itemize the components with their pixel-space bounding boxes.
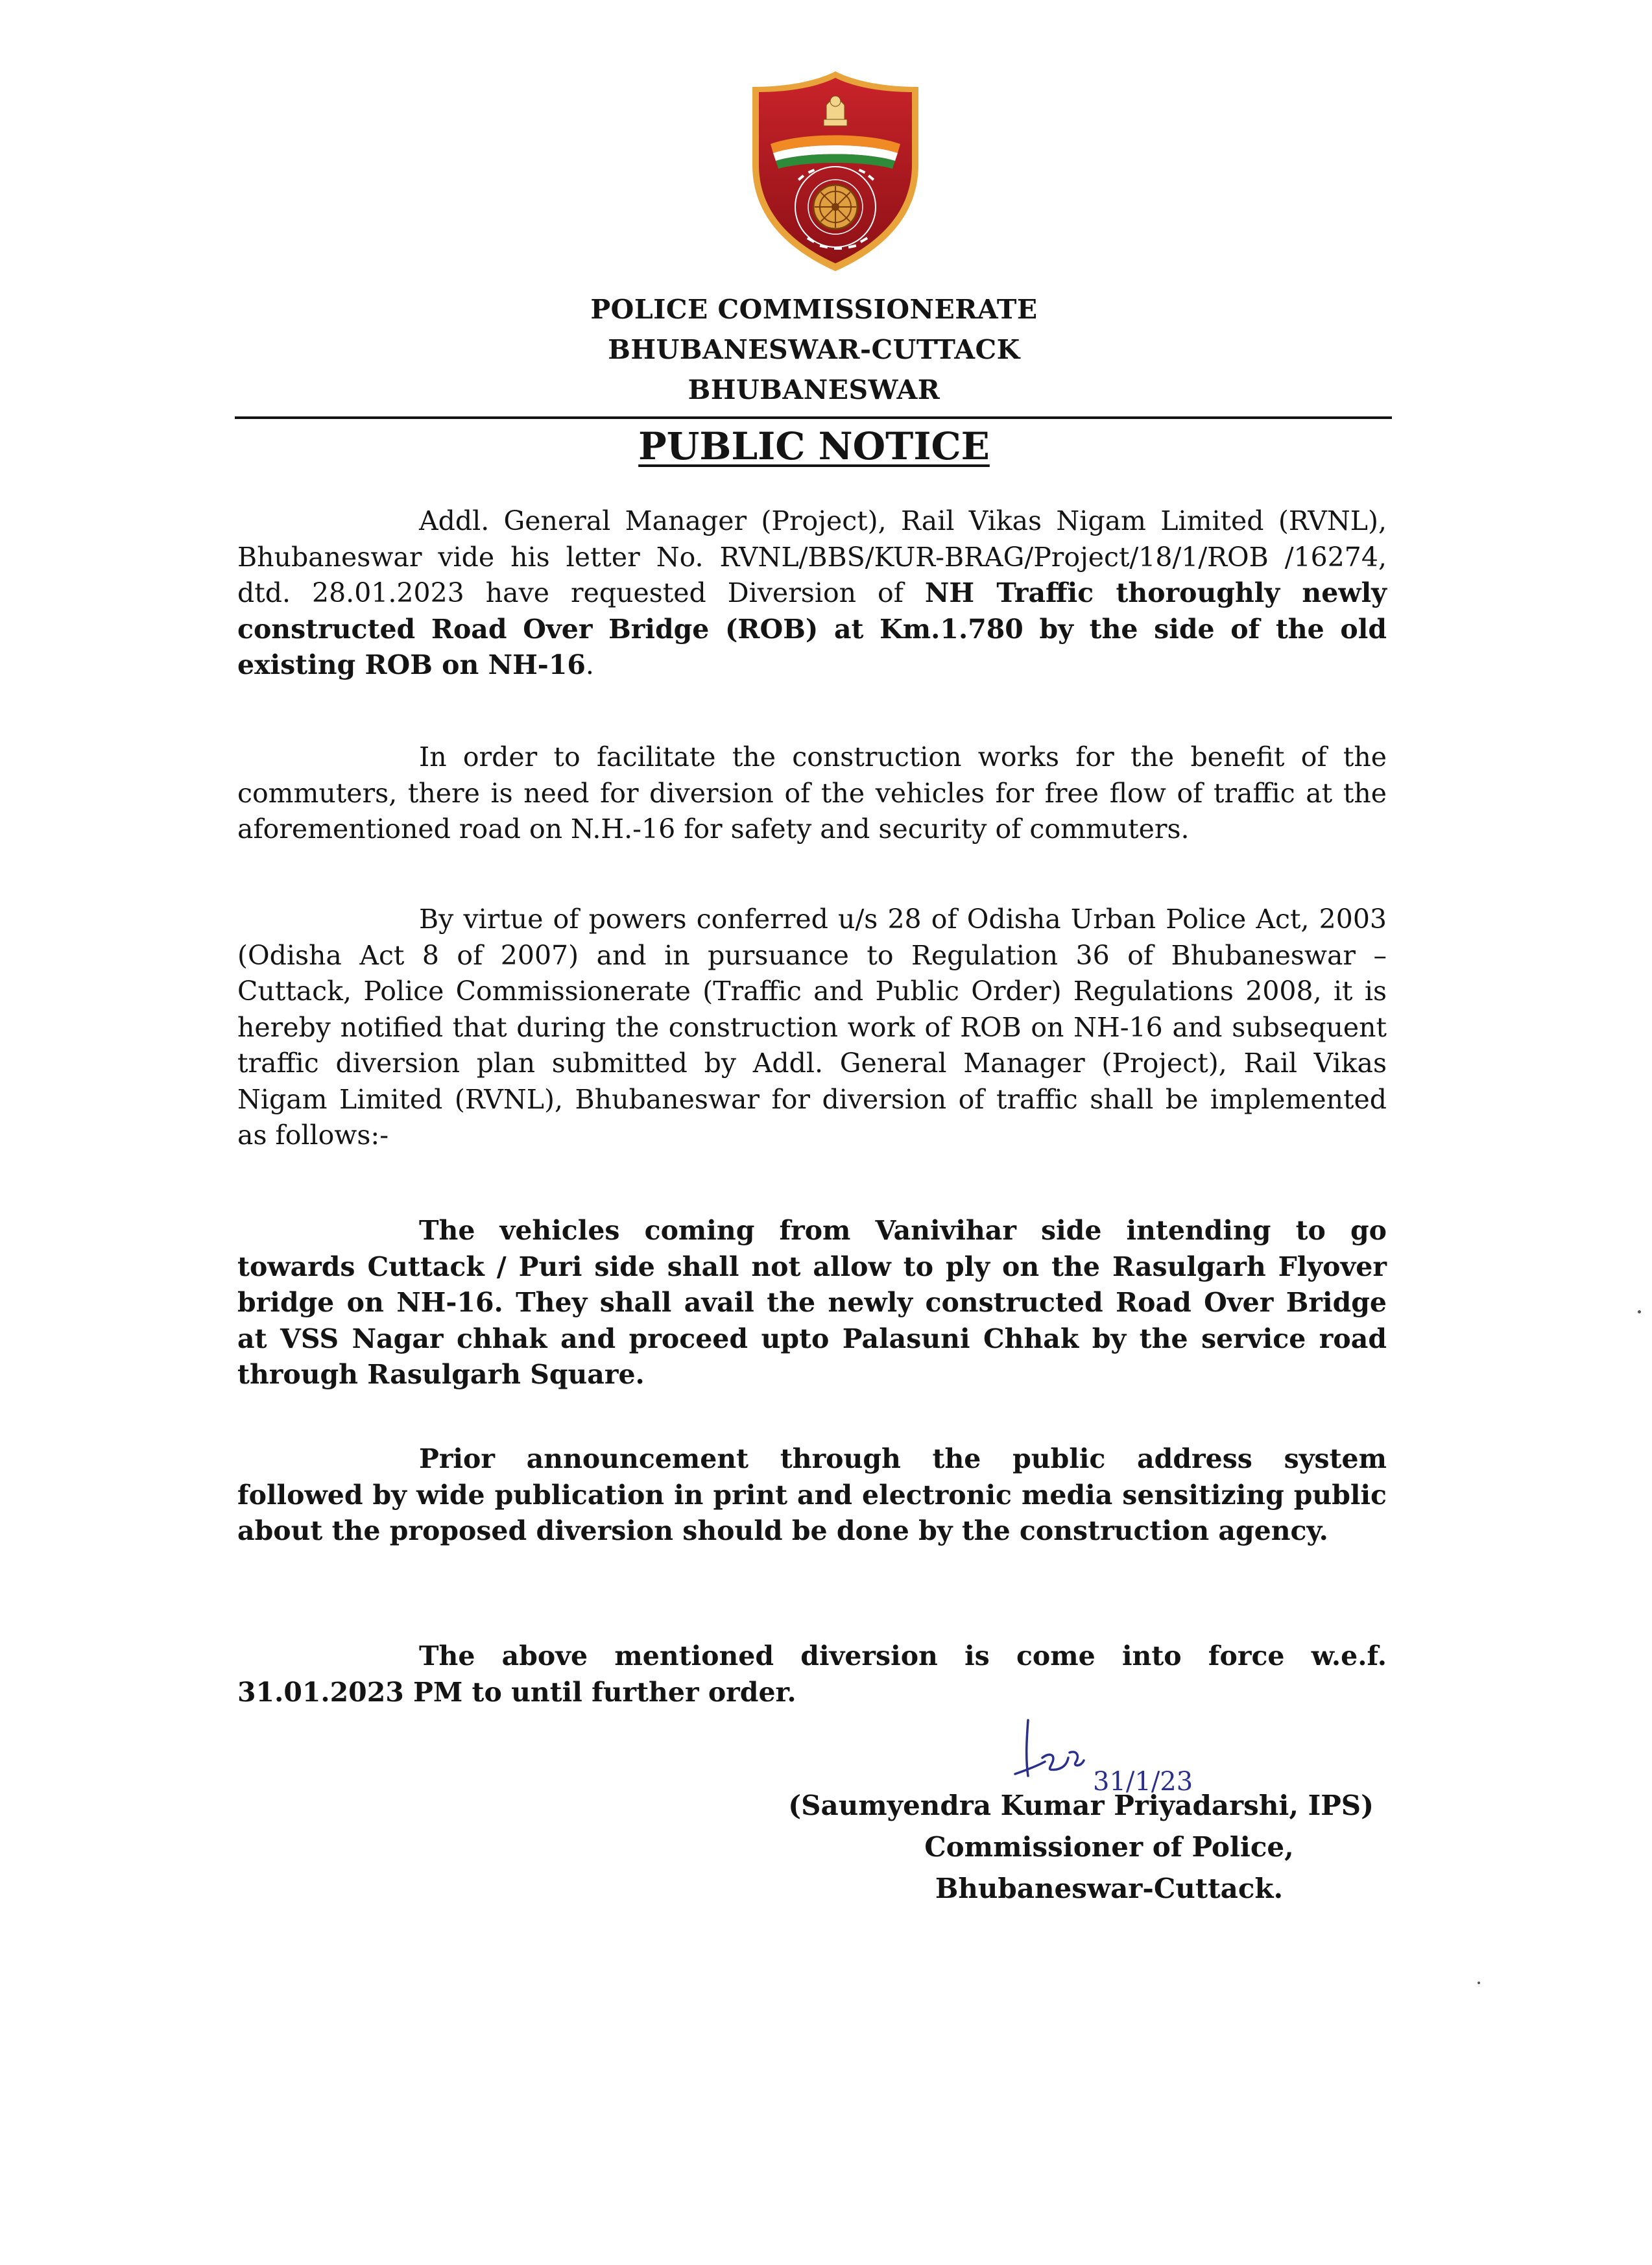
- signature-block: [765, 1785, 1388, 1910]
- police-emblem-icon: [745, 67, 926, 275]
- paragraph-request: [237, 503, 1387, 684]
- header-divider: [235, 416, 1392, 419]
- paragraph-announcement: Prior announcement through the public address system followed by wide publication in print and electronic media sensitizing public about the proposed diversion should be done by the construction agency.: [237, 1443, 1387, 1546]
- notice-title: [237, 423, 1391, 470]
- header-line-2: BHUBANESWAR-CUTTACK: [608, 334, 1020, 365]
- paragraph-purpose: In order to facilitate the construction works for the benefit of the commuters, there is need for diversion of the vehicles for free flow of traffic at the aforementioned road on N.H.-16 for safety and security of commuters.: [237, 741, 1387, 845]
- paragraph-authority: By virtue of powers conferred u/s 28 of Odisha Urban Police Act, 2003 (Odisha Act 8 of 2007) and in pursuance to Regulation 36 of Bhubaneswar – Cuttack, Police Commissionerate (Traffic and Public Order) Regulations 2008, it is hereby notified that during the construction work of ROB on NH-16 and subsequent traffic diversion plan submitted by Addl. General Manager (Project), Rail Vikas Nigam Limited (RVNL), Bhubaneswar for diversion of traffic shall be implemented as follows:-: [237, 904, 1387, 1151]
- notice-title-text: PUBLIC NOTICE: [638, 424, 990, 468]
- paragraph-request-text: Addl. General Manager (Project), Rail Vikas Nigam Limited (RVNL), Bhubaneswar vide his letter No. RVNL/BBS/KUR-BRAG/Project/18/1/ROB /16274, dtd. 28.01.2023 have requested Diversion of: [237, 505, 1387, 608]
- paragraph-request-bold: NH Traffic thoroughly newly constructed Road Over Bridge (ROB) at Km.1.780 by the side of the old existing ROB on NH-16: [237, 577, 1387, 680]
- scan-speck: [1638, 1310, 1641, 1313]
- scan-speck: [1478, 1982, 1480, 1984]
- handwritten-date: 31/1/23: [1093, 1767, 1193, 1797]
- header-line-3: BHUBANESWAR: [688, 374, 940, 405]
- header-line-1: POLICE COMMISSIONERATE: [590, 294, 1038, 325]
- signatory-location: Bhubaneswar-Cuttack.: [935, 1873, 1284, 1904]
- signatory-name: (Saumyendra Kumar Priyadarshi, IPS): [788, 1790, 1374, 1821]
- paragraph-request-end: .: [585, 649, 594, 680]
- paragraph-diversion: The vehicles coming from Vanivihar side intending to go towards Cuttack / Puri side shall not allow to ply on the Rasulgarh Flyover bridge on NH-16. They shall avail the newly constructed Road Over Bridge at VSS Nagar chhak and proceed upto Palasuni Chhak by the service road through Rasulgarh Square.: [237, 1215, 1387, 1390]
- paragraph-effective-date: The above mentioned diversion is come into force w.e.f. 31.01.2023 PM to until further order.: [237, 1640, 1387, 1708]
- signatory-designation: Commissioner of Police,: [924, 1831, 1294, 1863]
- letterhead: [237, 289, 1391, 410]
